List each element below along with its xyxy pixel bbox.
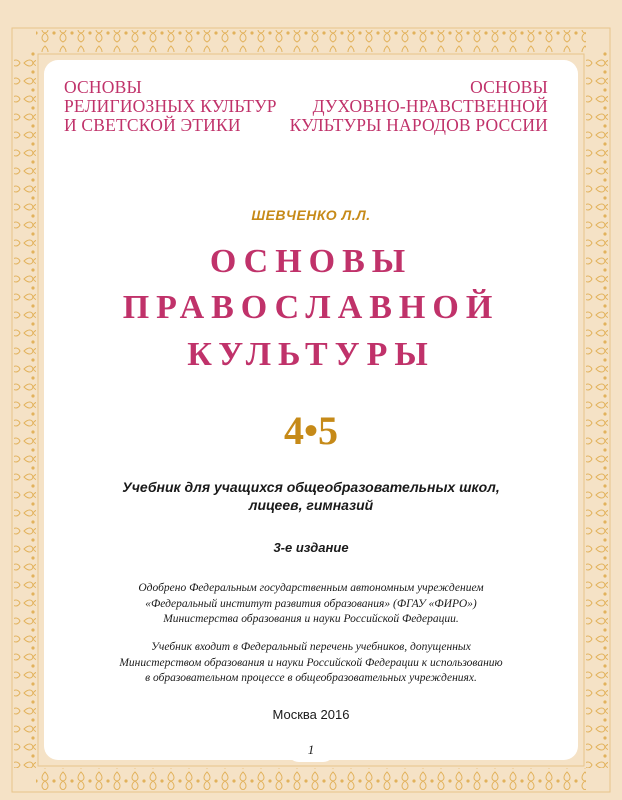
federal-line: в образовательном процессе в общеобразовательных учреждениях. xyxy=(145,672,477,684)
subtitle-line: Учебник для учащихся общеобразовательных школ, xyxy=(122,479,500,495)
subtitle-line: лицеев, гимназий xyxy=(248,497,374,513)
book-title-line: КУЛЬТУРЫ xyxy=(187,336,435,373)
page-number: 1 xyxy=(287,738,335,762)
author-name: ШЕВЧЕНКО Л.Л. xyxy=(251,207,371,223)
series-left-line: РЕЛИГИОЗНЫХ КУЛЬТУР xyxy=(64,96,277,116)
approval-line: Одобрено Федеральным государственным автономным учреждением xyxy=(138,582,484,594)
series-right-line: ОСНОВЫ xyxy=(470,77,548,97)
book-title-line: ОСНОВЫ xyxy=(209,243,413,280)
approval-line: «Федеральный институт развития образования» (ФГАУ «ФИРО») xyxy=(145,597,477,610)
series-left-line: ОСНОВЫ xyxy=(64,77,142,97)
series-title-left xyxy=(64,78,277,135)
series-left-line: И СВЕТСКОЙ ЭТИКИ xyxy=(64,115,241,135)
approval-line: Министерства образования и науки Российской Федерации. xyxy=(163,613,459,625)
book-title-line: ПРАВОСЛАВНОЙ xyxy=(122,289,500,326)
approval-note xyxy=(0,581,622,628)
series-title-right xyxy=(290,78,548,135)
series-right-line: ДУХОВНО-НРАВСТВЕННОЙ xyxy=(312,96,548,116)
edition-label: 3-е издание xyxy=(273,540,349,555)
federal-list-note xyxy=(0,640,622,687)
federal-line: Министерством образования и науки Российской Федерации к использованию xyxy=(119,656,503,669)
publication-city-year: Москва 2016 xyxy=(272,707,350,722)
book-subtitle xyxy=(0,478,622,514)
federal-line: Учебник входит в Федеральный перечень учебников, допущенных xyxy=(151,641,471,653)
grade-range: 4•5 xyxy=(283,408,338,453)
series-right-line: КУЛЬТУРЫ НАРОДОВ РОССИИ xyxy=(289,115,548,135)
